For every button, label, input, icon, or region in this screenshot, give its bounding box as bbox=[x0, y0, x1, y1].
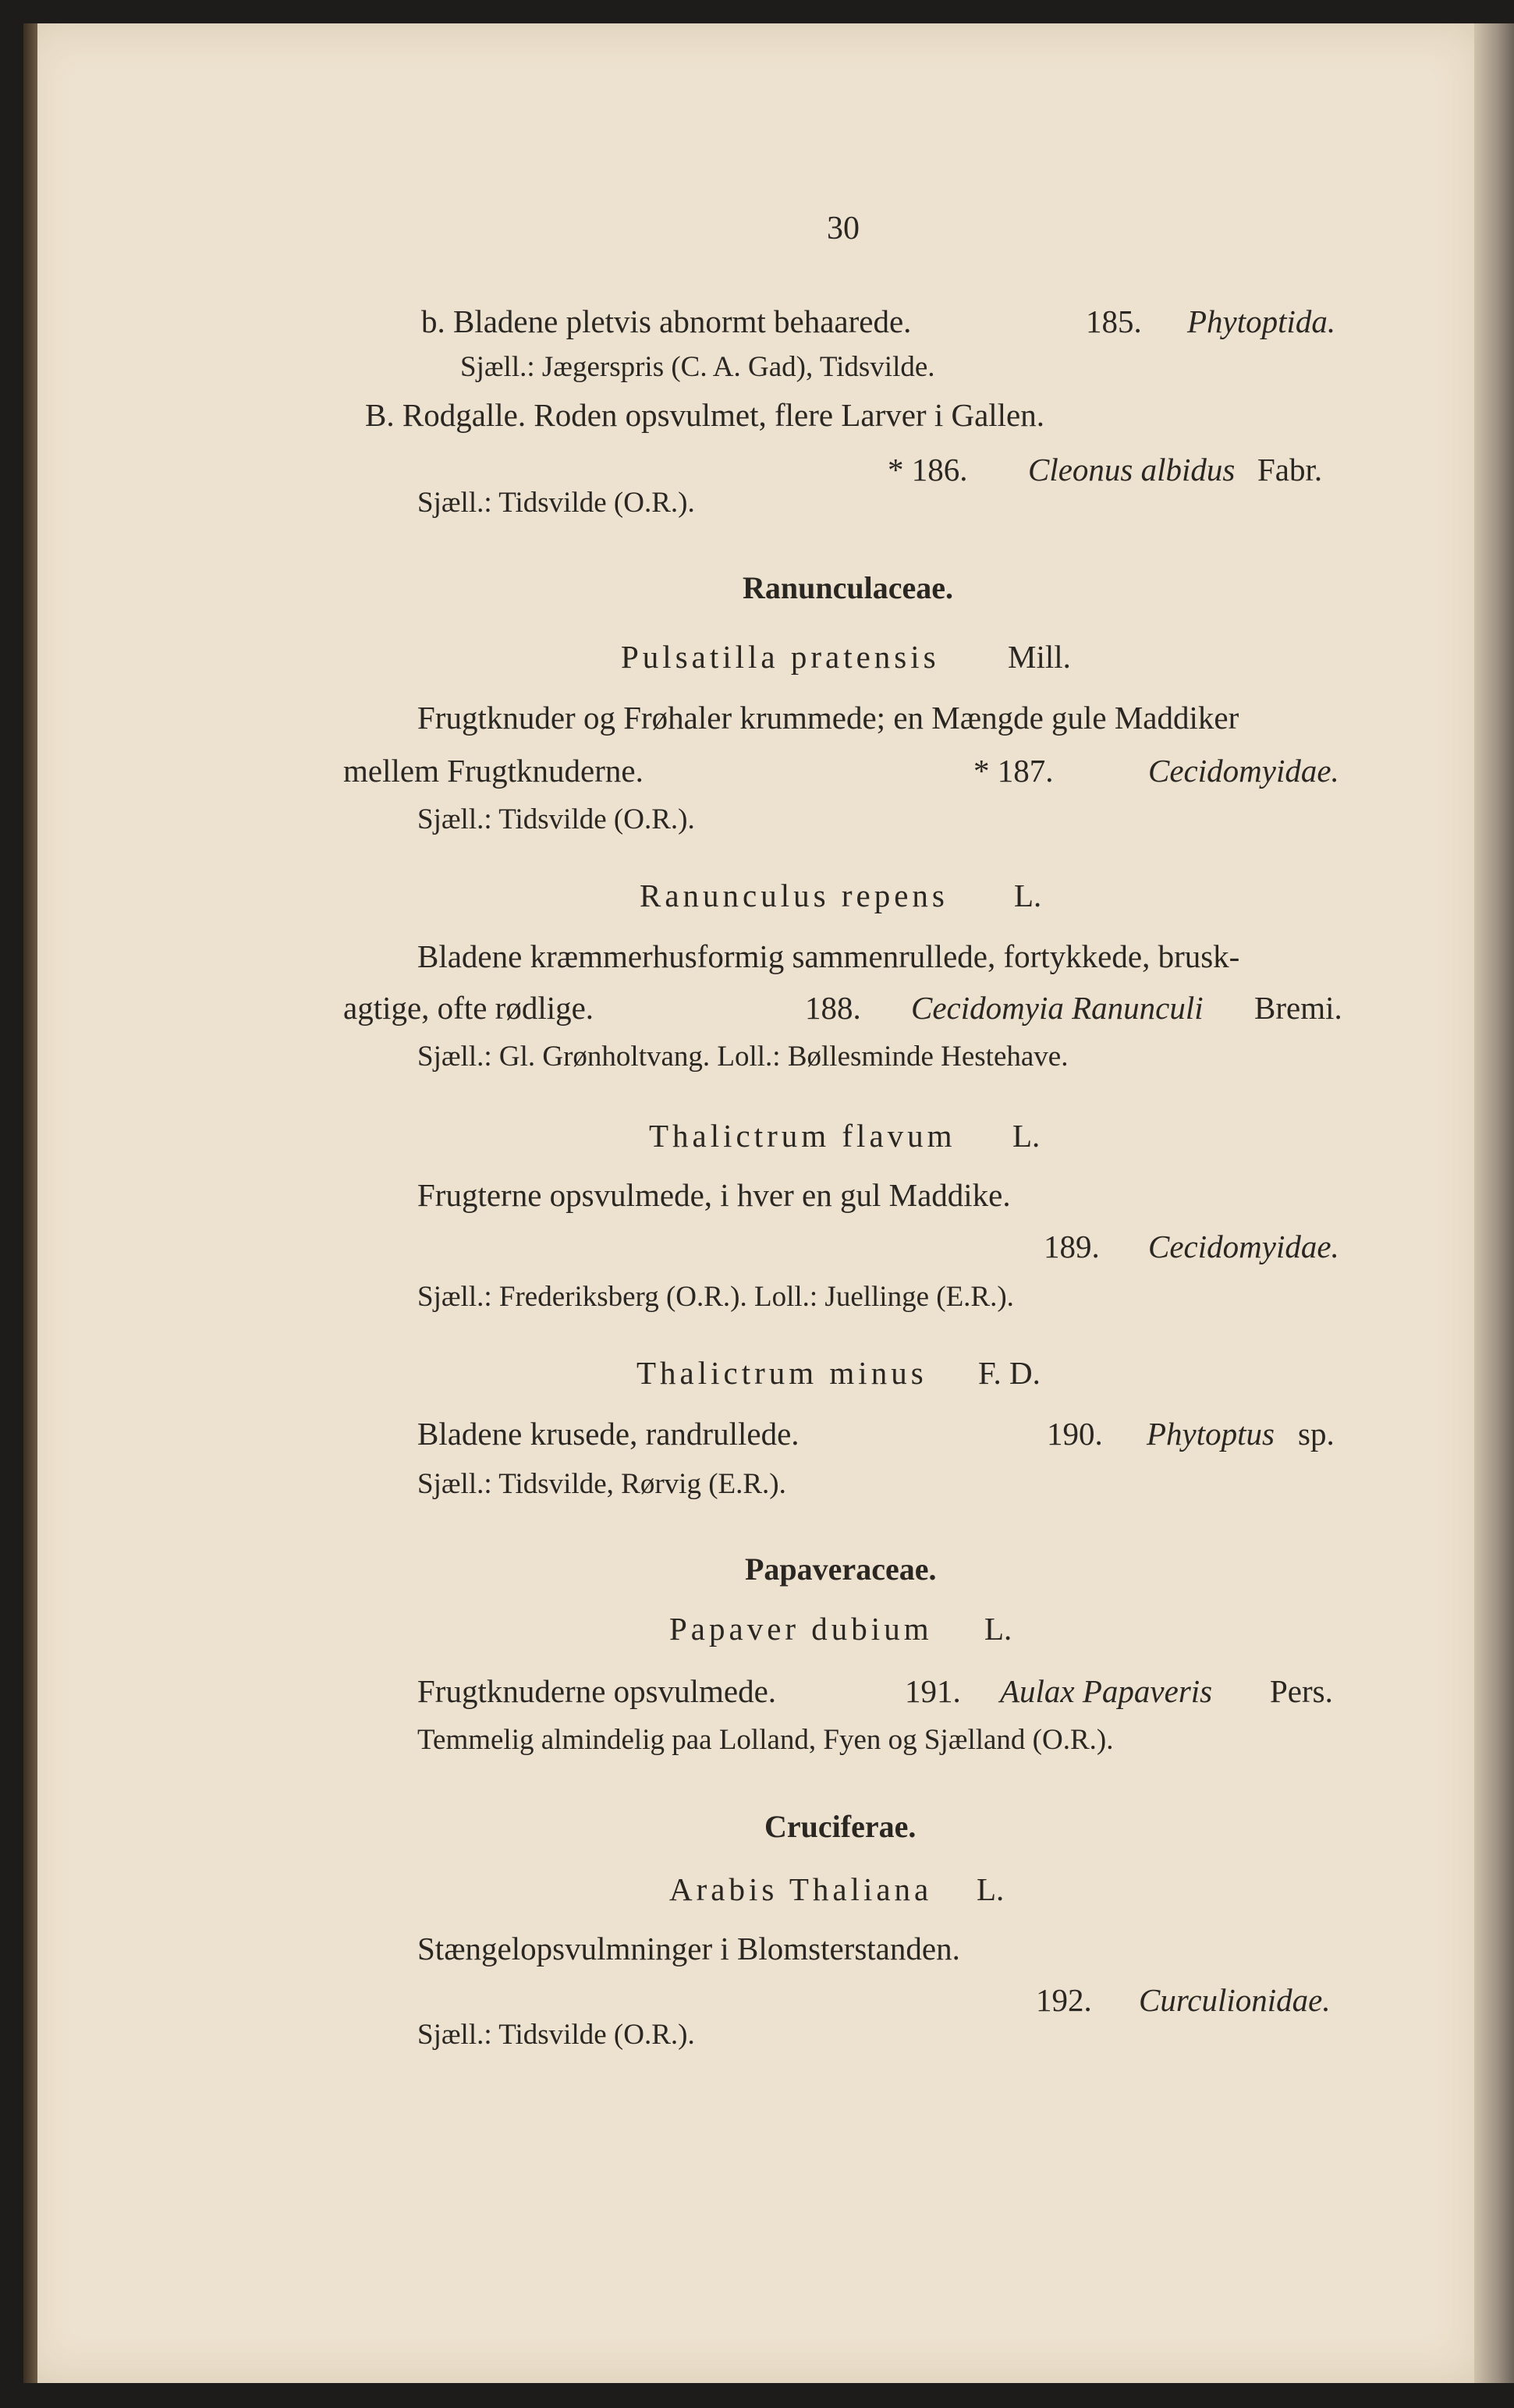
entry-186-name: Cleonus albidus bbox=[1028, 452, 1236, 488]
entry-188-text-line2: agtige, ofte rødlige. bbox=[343, 990, 594, 1026]
family-heading-papaveraceae: Papaveraceae. bbox=[745, 1552, 937, 1587]
entry-185-number: 185. bbox=[1086, 303, 1142, 339]
family-heading-cruciferae: Cruciferae. bbox=[764, 1809, 917, 1844]
entry-187-locality: Sjæll.: Tidsvilde (O.R.). bbox=[417, 803, 695, 835]
entry-186-locality: Sjæll.: Tidsvilde (O.R.). bbox=[417, 487, 695, 519]
entry-191-locality: Temmelig almindelig paa Lolland, Fyen og Sjælland (O.R.). bbox=[417, 1724, 1114, 1756]
entry-191-author: Pers. bbox=[1270, 1673, 1333, 1709]
entry-191-number: 191. bbox=[905, 1673, 961, 1709]
family-heading-ranunculaceae: Ranunculaceae. bbox=[743, 570, 953, 605]
entry-190-locality: Sjæll.: Tidsvilde, Rørvig (E.R.). bbox=[417, 1468, 786, 1500]
species-heading-papaver: Papaver dubium bbox=[669, 1611, 933, 1647]
entry-192-locality: Sjæll.: Tidsvilde (O.R.). bbox=[417, 2019, 695, 2051]
entry-190-name: Phytoptus bbox=[1147, 1416, 1275, 1452]
entry-186-number: * 186. bbox=[888, 452, 968, 488]
entry-187-number: * 187. bbox=[973, 753, 1054, 789]
species-author-ranunculus: L. bbox=[1014, 878, 1042, 913]
entry-188-number: 188. bbox=[805, 990, 861, 1026]
species-author-thalictrum-minus: F. D. bbox=[978, 1355, 1041, 1391]
species-heading-pulsatilla: Pulsatilla pratensis bbox=[621, 639, 940, 675]
entry-187-name: Cecidomyidae. bbox=[1148, 753, 1339, 789]
species-author-pulsatilla: Mill. bbox=[1008, 639, 1071, 675]
entry-187-text-line1: Frugtknuder og Frøhaler krummede; en Mængde gule Maddiker bbox=[417, 700, 1239, 736]
entry-189-locality: Sjæll.: Frederiksberg (O.R.). Loll.: Juellinge (E.R.). bbox=[417, 1281, 1014, 1313]
entry-190-author: sp. bbox=[1298, 1416, 1335, 1452]
species-heading-ranunculus: Ranunculus repens bbox=[640, 878, 948, 913]
entry-185-text: b. Bladene pletvis abnormt behaarede. bbox=[421, 303, 912, 339]
entry-191-name: Aulax Papaveris bbox=[1000, 1673, 1213, 1709]
entry-187-text-line2: mellem Frugtknuderne. bbox=[343, 753, 644, 789]
species-heading-thalictrum-minus: Thalictrum minus bbox=[636, 1355, 927, 1391]
entry-188-name: Cecidomyia Ranunculi bbox=[911, 990, 1204, 1026]
entry-190-number: 190. bbox=[1047, 1416, 1103, 1452]
entry-189-number: 189. bbox=[1044, 1229, 1100, 1264]
entry-189-text: Frugterne opsvulmede, i hver en gul Maddike. bbox=[417, 1177, 1011, 1213]
entry-188-locality: Sjæll.: Gl. Grønholtvang. Loll.: Bøllesminde Hestehave. bbox=[417, 1041, 1069, 1073]
entry-189-name: Cecidomyidae. bbox=[1148, 1229, 1339, 1264]
entry-190-text: Bladene krusede, randrullede. bbox=[417, 1416, 800, 1452]
entry-185-locality: Sjæll.: Jægerspris (C. A. Gad), Tidsvilde. bbox=[460, 351, 935, 383]
species-author-arabis: L. bbox=[977, 1871, 1005, 1907]
species-heading-thalictrum-flavum: Thalictrum flavum bbox=[649, 1118, 956, 1154]
entry-192-name: Curculionidae. bbox=[1139, 1982, 1331, 2018]
entry-192-number: 192. bbox=[1036, 1982, 1092, 2018]
entry-192-text: Stængelopsvulmninger i Blomsterstanden. bbox=[417, 1931, 960, 1966]
species-author-papaver: L. bbox=[984, 1611, 1012, 1647]
book-spine bbox=[23, 23, 37, 2383]
species-heading-arabis: Arabis Thaliana bbox=[669, 1871, 933, 1907]
entry-188-author: Bremi. bbox=[1254, 990, 1342, 1026]
page-number: 30 bbox=[827, 211, 860, 246]
species-author-thalictrum-flavum: L. bbox=[1012, 1118, 1041, 1154]
entry-185-name: Phytoptida. bbox=[1187, 303, 1336, 339]
page-edge bbox=[1474, 23, 1514, 2383]
entry-188-text-line1: Bladene kræmmerhusformig sammenrullede, fortykkede, brusk- bbox=[417, 938, 1240, 974]
entry-186-text: B. Rodgalle. Roden opsvulmet, flere Larver i Gallen. bbox=[365, 397, 1045, 433]
entry-191-text: Frugtknuderne opsvulmede. bbox=[417, 1673, 777, 1709]
entry-186-author: Fabr. bbox=[1257, 452, 1323, 488]
